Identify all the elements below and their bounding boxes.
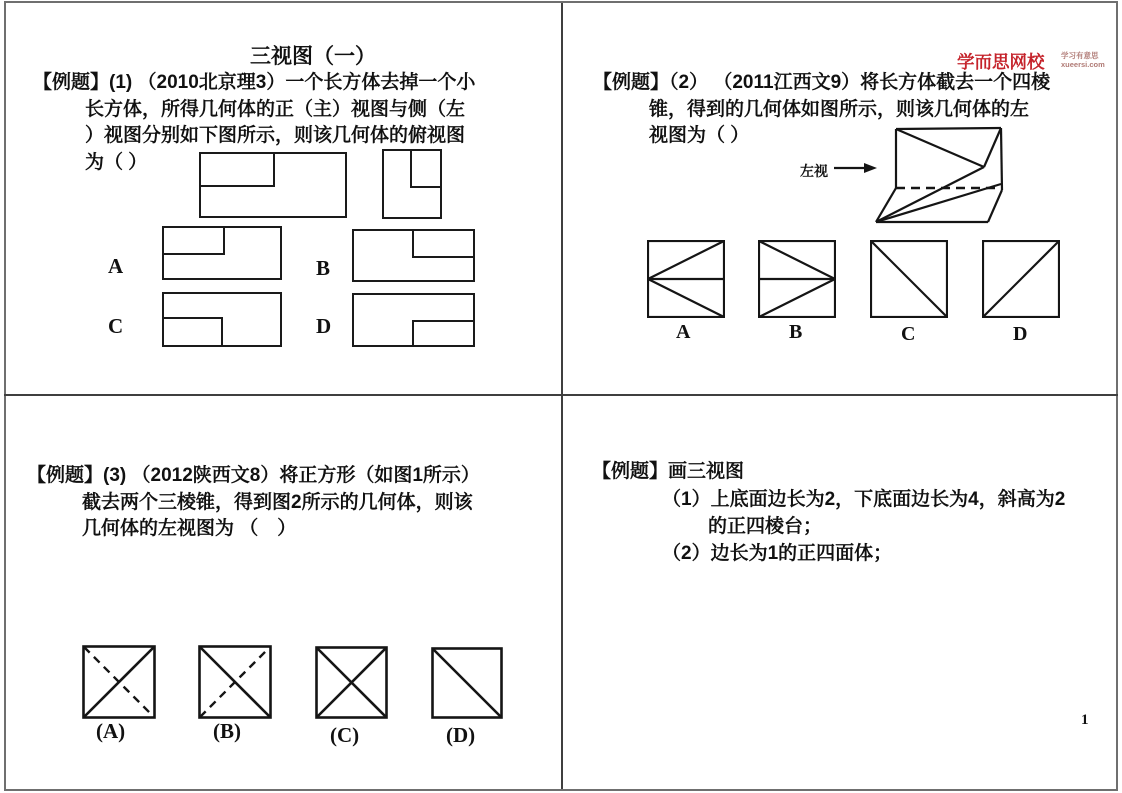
option-b-notch — [412, 231, 473, 258]
solid-3d-figure — [770, 123, 1030, 229]
left-view-label: 左视 — [800, 163, 828, 179]
slide1-text-line4: 为（ ） — [85, 152, 148, 173]
option-d-notch — [412, 320, 473, 345]
slide3-option-b-label: (B) — [213, 719, 241, 743]
slide2-option-c-label: C — [901, 323, 916, 345]
slide3-option-b-figure — [198, 645, 272, 719]
slide1-option-a-figure — [162, 226, 282, 280]
slide1-option-c-label: C — [108, 314, 124, 338]
vertical-divider — [561, 3, 563, 789]
option-a-notch — [164, 228, 225, 255]
slide1-option-b-figure — [352, 229, 475, 282]
slide1-text-line2: 长方体，所得几何体的正（主）视图与侧（左 — [85, 99, 466, 120]
slide3-option-d-figure — [431, 647, 503, 719]
slide3-option-d-label: (D) — [446, 723, 476, 747]
slide2-text-line1: 【例题】（2） （2011江西文9）将长方体截去一个四棱 — [593, 72, 1051, 93]
slide3-text-line3: 几何体的左视图为 （ ） — [82, 518, 297, 539]
slide1-option-c-figure — [162, 292, 282, 347]
slide3-option-a-figure — [82, 645, 156, 719]
slide2-option-a-figure — [647, 240, 725, 318]
slide1-title: 三视图（一） — [250, 45, 376, 68]
slide4-text-line3: （2）边长为1的正四面体； — [662, 543, 893, 564]
slide2-text-line2: 锥，得到的几何体如图所示，则该几何体的左 — [649, 99, 1030, 120]
slide2-option-d-label: D — [1013, 323, 1028, 345]
watermark-site: xueersi.com — [1061, 60, 1105, 69]
watermark-tagline: 学习有意思 — [1061, 51, 1099, 60]
option-c-notch — [164, 317, 223, 345]
slide2-option-c-figure — [870, 240, 948, 318]
slide1-option-b-label: B — [316, 256, 331, 280]
slide1-text-line3: ）视图分别如下图所示，则该几何体的俯视图 — [85, 125, 466, 146]
slide2-option-b-label: B — [789, 321, 803, 343]
slide2-text-line3: 视图为（ ） — [649, 125, 750, 146]
slide1-text-line1: 【例题】(1) （2010北京理3）一个长方体去掉一个小 — [33, 72, 476, 93]
horizontal-divider — [4, 394, 1118, 396]
side-view-figure — [382, 149, 442, 219]
slide3-text-line2: 截去两个三棱锥，得到图2所示的几何体，则该 — [82, 492, 473, 513]
slide4-text-line1: （1）上底面边长为2，下底面边长为4，斜高为2 — [662, 489, 1066, 510]
watermark-brand: 学而思网校 — [957, 52, 1045, 72]
slide2-option-d-figure — [982, 240, 1060, 318]
slide3-option-a-label: (A) — [96, 719, 126, 743]
page-number: 1 — [1081, 712, 1089, 728]
side-view-notch — [410, 151, 440, 188]
slide3-text-line1: 【例题】(3) （2012陕西文8）将正方形（如图1所示） — [27, 465, 480, 486]
slide2-option-b-figure — [758, 240, 836, 318]
slide2-option-a-label: A — [676, 321, 691, 343]
slide4-heading: 【例题】画三视图 — [592, 461, 745, 482]
slide1-option-d-label: D — [316, 314, 332, 338]
slide1-option-a-label: A — [108, 254, 124, 278]
front-view-notch — [201, 154, 275, 187]
slide4-text-line2: 的正四棱台； — [708, 516, 823, 537]
front-view-figure — [199, 152, 347, 218]
slide3-option-c-label: (C) — [330, 723, 360, 747]
slide3-option-c-figure — [315, 646, 388, 719]
slide1-option-d-figure — [352, 293, 475, 347]
